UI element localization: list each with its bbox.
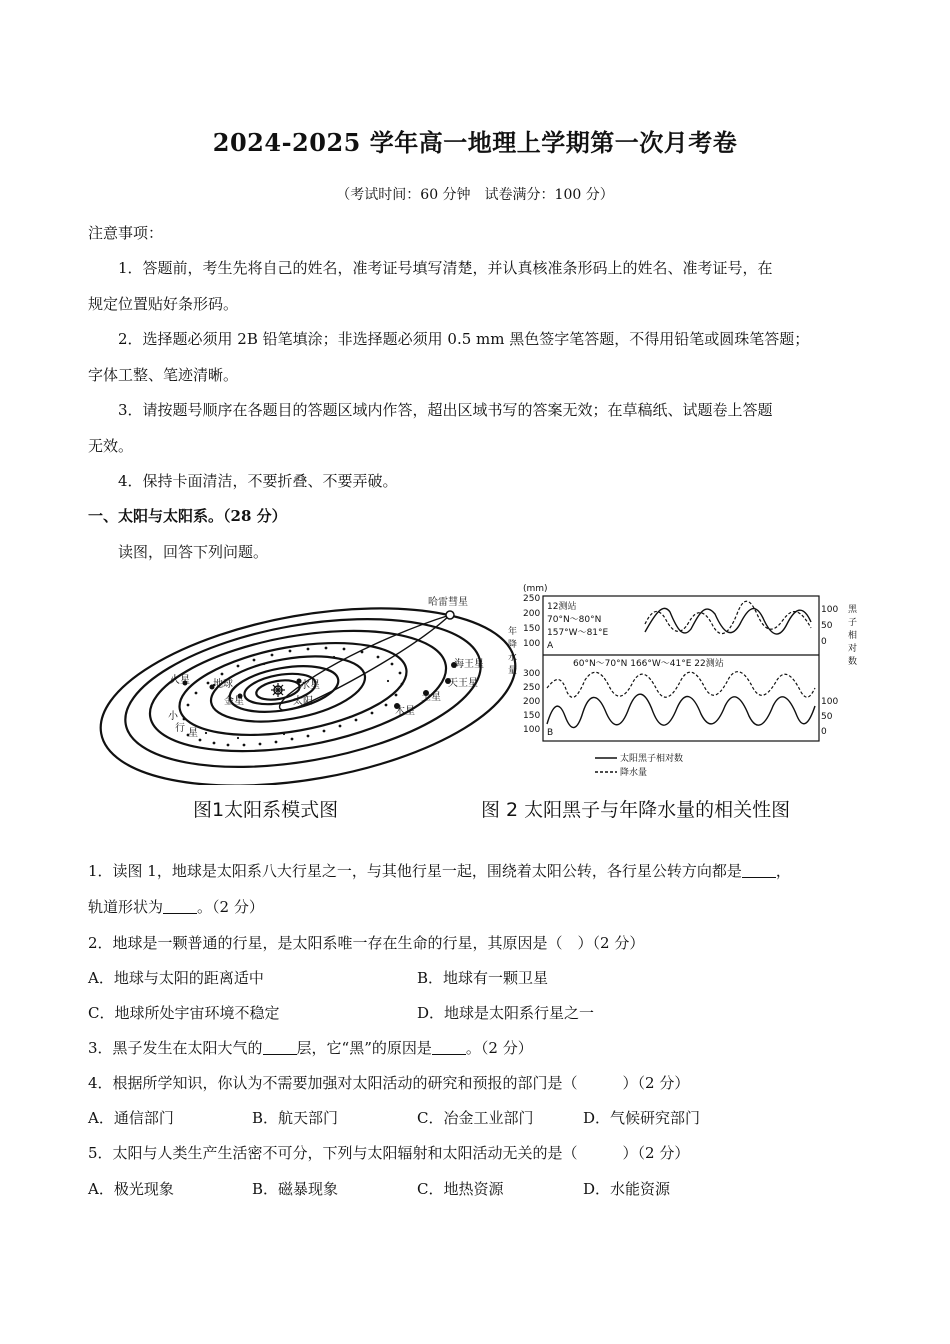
left-axis-char-2: 降 xyxy=(508,640,518,650)
left-axis-char-3: 水 xyxy=(508,653,518,663)
label-jupiter: 木星 xyxy=(395,706,415,717)
legend-solid-label: 太阳黑子相对数 xyxy=(620,754,684,764)
panel-a-ytick-150: 150 xyxy=(523,624,541,634)
notice-item-3-line2: 无效。 xyxy=(88,437,134,455)
question-4-option-a[interactable]: A．通信部门 xyxy=(88,1109,174,1127)
answer-blank-4[interactable] xyxy=(432,1040,466,1055)
question-1-line2 xyxy=(88,896,264,917)
panel-a-ytick-200: 200 xyxy=(523,609,541,619)
right-axis-char-4: 对 xyxy=(848,644,858,654)
notice-item-1-line1: 1．答题前，考生先将自己的姓名，准考证号填写清楚，并认真核准条形码上的姓名、准考证号，在 xyxy=(118,259,773,277)
notice-item-2-line2: 字体工整、笔迹清晰。 xyxy=(88,366,239,384)
left-axis-char-1: 年 xyxy=(508,627,518,637)
question-5-stem: 5．太阳与人类生产生活密不可分，下列与太阳辐射和太阳活动无关的是（ ）（2 分） xyxy=(88,1144,690,1162)
section1-heading: 一、太阳与太阳系。（28 分） xyxy=(88,507,287,525)
question-1-line1 xyxy=(88,860,791,881)
question-1-text-b: ， xyxy=(775,862,791,880)
panel-b-rtick-100: 100 xyxy=(821,697,839,707)
panel-b-ytick-200: 200 xyxy=(523,697,541,707)
question-2-stem: 2．地球是一颗普通的行星，是太阳系唯一存在生命的行星，其原因是（ ）（2 分） xyxy=(88,934,645,952)
notice-item-4-line1: 4．保持卡面清洁，不要折叠、不要弄破。 xyxy=(118,472,398,490)
question-3-text-a: 3．黑子发生在太阳大气的 xyxy=(88,1039,263,1057)
question-3-text-b: 层，它“黑”的原因是 xyxy=(296,1039,432,1057)
label-uranus: 天王星 xyxy=(448,678,478,689)
label-mercury: 水星 xyxy=(300,680,320,691)
question-2-option-d[interactable]: D．地球是太阳系行星之一 xyxy=(417,1004,595,1022)
answer-blank-2[interactable] xyxy=(163,899,197,914)
panel-a-rtick-0: 0 xyxy=(821,637,827,647)
question-4-stem: 4．根据所学知识，你认为不需要加强对太阳活动的研究和预报的部门是（ ）（2 分） xyxy=(88,1074,690,1092)
right-axis-char-1: 黑 xyxy=(848,605,858,615)
question-3-text-c: 。（2 分） xyxy=(465,1039,533,1057)
exam-subtitle: （考试时间：60 分钟 试卷满分：100 分） xyxy=(336,187,614,203)
section1-instruction: 读图，回答下列问题。 xyxy=(118,543,269,561)
figure1-caption: 图1太阳系模式图 xyxy=(193,799,339,821)
right-axis-char-5: 数 xyxy=(848,657,858,667)
panel-a-rtick-100: 100 xyxy=(821,605,839,615)
notice-item-2-line1: 2．选择题必须用 2B 铅笔填涂；非选择题必须用 0.5 mm 黑色签字笔答题，不得用铅笔或圆珠笔答题； xyxy=(118,330,810,348)
question-2-option-a[interactable]: A．地球与太阳的距离适中 xyxy=(88,969,264,987)
answer-blank-1[interactable] xyxy=(742,863,776,878)
question-2-option-b[interactable]: B．地球有一颗卫星 xyxy=(417,969,549,987)
label-neptune: 海王星 xyxy=(454,659,484,670)
solar-system-diagram xyxy=(88,585,518,785)
question-1-text-c: 轨道形状为 xyxy=(88,898,164,916)
figure2-caption: 图 2 太阳黑子与年降水量的相关性图 xyxy=(481,799,791,821)
panel-a-ytick-100: 100 xyxy=(523,639,541,649)
label-asteroid-3: 星 xyxy=(188,728,198,739)
question-4-option-b[interactable]: B．航天部门 xyxy=(252,1109,339,1127)
panel-b-rtick-50: 50 xyxy=(821,712,833,722)
notice-heading: 注意事项： xyxy=(88,224,164,242)
panel-a-rtick-50: 50 xyxy=(821,621,833,631)
panel-a-lon: 157°W～81°E xyxy=(547,628,609,638)
label-asteroid-2: 行 xyxy=(175,723,185,734)
panel-b-ytick-100: 100 xyxy=(523,725,541,735)
label-saturn: 土星 xyxy=(421,692,441,703)
question-1-text-d: 。（2 分） xyxy=(197,898,264,916)
question-5-option-a[interactable]: A．极光现象 xyxy=(88,1180,174,1198)
label-halley: 哈雷彗星 xyxy=(428,597,468,608)
answer-blank-3[interactable] xyxy=(263,1040,297,1055)
panel-b-rtick-0: 0 xyxy=(821,727,827,737)
question-5-option-c[interactable]: C．地热资源 xyxy=(417,1180,504,1198)
question-4-option-c[interactable]: C．冶金工业部门 xyxy=(417,1109,534,1127)
right-axis-char-2: 子 xyxy=(848,618,858,628)
panel-a-ytick-250: 250 xyxy=(523,594,541,604)
question-2-option-c[interactable]: C．地球所处宇宙环境不稳定 xyxy=(88,1004,280,1022)
panel-b-ytick-150: 150 xyxy=(523,711,541,721)
left-axis-char-4: 量 xyxy=(508,666,518,676)
label-venus: 金星 xyxy=(224,696,244,707)
unit-label: (mm) xyxy=(523,584,548,594)
question-3 xyxy=(88,1037,533,1058)
panel-a-tag: A xyxy=(547,641,554,651)
legend-dashed-label: 降水量 xyxy=(620,768,648,778)
panel-a-station: 12测站 xyxy=(547,602,577,612)
sunspot-precipitation-chart xyxy=(505,584,865,784)
panel-b-tag: B xyxy=(547,728,554,738)
label-earth: 地球 xyxy=(213,679,233,690)
label-asteroid-1: 小 xyxy=(168,711,178,722)
question-5-option-d[interactable]: D．水能资源 xyxy=(583,1180,671,1198)
label-sun: 太阳 xyxy=(293,696,313,707)
question-5-option-b[interactable]: B．磁暴现象 xyxy=(252,1180,339,1198)
panel-b-info: 60°N～70°N 166°W～41°E 22测站 xyxy=(573,659,724,669)
panel-b-ytick-300: 300 xyxy=(523,669,541,679)
question-1-text-a: 1．读图 1，地球是太阳系八大行星之一，与其他行星一起，围绕着太阳公转，各行星公转方向都是 xyxy=(88,862,742,880)
panel-b-ytick-250: 250 xyxy=(523,683,541,693)
panel-a-lat: 70°N～80°N xyxy=(547,615,602,625)
notice-item-1-line2: 规定位置贴好条形码。 xyxy=(88,295,239,313)
right-axis-char-3: 相 xyxy=(848,631,858,641)
label-mars: 火星 xyxy=(170,675,190,686)
exam-title: 2024-2025 学年高一地理上学期第一次月考卷 xyxy=(212,128,738,157)
notice-item-3-line1: 3．请按题号顺序在各题目的答题区域内作答，超出区域书写的答案无效；在草稿纸、试题卷上答题 xyxy=(118,401,773,419)
question-4-option-d[interactable]: D．气候研究部门 xyxy=(583,1109,701,1127)
